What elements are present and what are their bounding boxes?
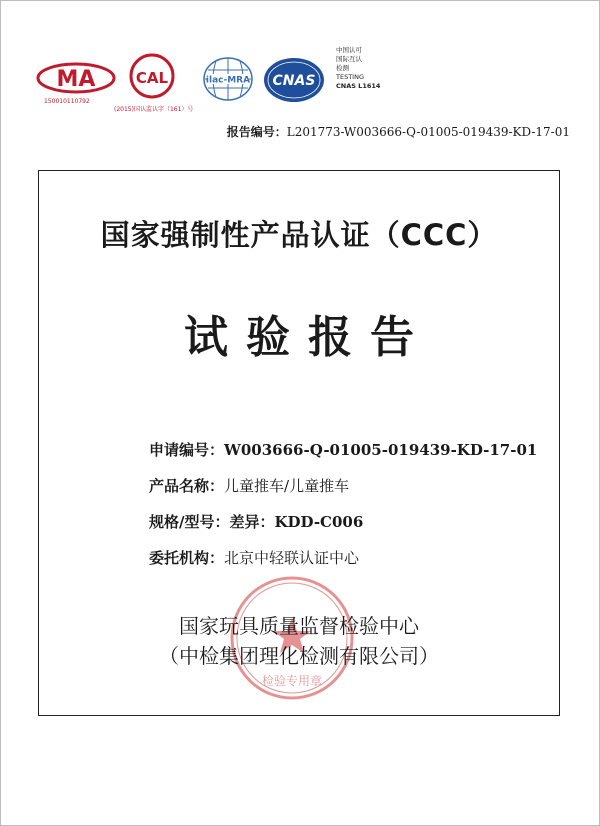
report-number-value: L201773-W003666-Q-01005-019439-KD-17-01 (286, 125, 570, 139)
cnas-logo (262, 56, 326, 104)
field-label: 规格/型号： (149, 513, 230, 531)
ilac-mra-icon (202, 56, 254, 102)
field-value: 差异：KDD-C006 (229, 513, 364, 531)
cal-logo-mark: CAL (135, 69, 169, 87)
ilac-mra-mark: ilac-MRA (205, 75, 251, 86)
document-subtitle: 试验报告 (184, 312, 432, 363)
seal-text: 检验专用章 (261, 674, 323, 688)
info-row-product-name (149, 475, 537, 511)
document-title: 国家强制性产品认证（CCC） (100, 218, 498, 252)
cnas-line: 中国认可 (336, 46, 362, 54)
info-list (149, 439, 537, 583)
cnas-logo-icon (262, 56, 326, 104)
ma-logo-caption: 150010110792 (44, 98, 90, 105)
ilac-mra-logo (202, 56, 254, 102)
field-value: 北京中轻联认证中心 (224, 549, 360, 567)
field-value: 儿童推车/儿童推车 (224, 477, 350, 495)
cnas-line: 检测 (336, 64, 349, 72)
ma-logo-mark: MA (56, 67, 96, 92)
report-number (227, 123, 570, 140)
report-number-label: 报告编号： (226, 125, 287, 139)
organization-subname: （中检集团理化检测有限公司） (159, 644, 439, 668)
info-row-model (149, 511, 537, 547)
ma-logo (36, 62, 116, 105)
field-label: 产品名称： (149, 477, 225, 495)
field-label: 委托机构： (149, 549, 225, 567)
field-value: W003666-Q-01005-019439-KD-17-01 (224, 441, 538, 459)
organization-name: 国家玩具质量监督检验中心 (179, 614, 419, 638)
cal-logo-caption: (2015)国认监认字（161）号 (114, 106, 194, 113)
issuing-organization (39, 611, 559, 671)
ma-logo-icon (36, 62, 116, 94)
info-row-application-number (149, 439, 537, 475)
cal-logo (114, 52, 194, 113)
cnas-line: 国际互认 (336, 55, 362, 63)
cnas-line: CNAS L1614 (336, 82, 381, 90)
field-label: 申请编号： (149, 441, 225, 459)
cal-logo-icon (128, 52, 176, 100)
logo-row (36, 46, 576, 122)
cnas-line: TESTING (336, 73, 364, 81)
cnas-logo-mark: CNAS (272, 73, 316, 89)
report-cover-box (38, 170, 560, 716)
cnas-accreditation-text (336, 46, 396, 91)
